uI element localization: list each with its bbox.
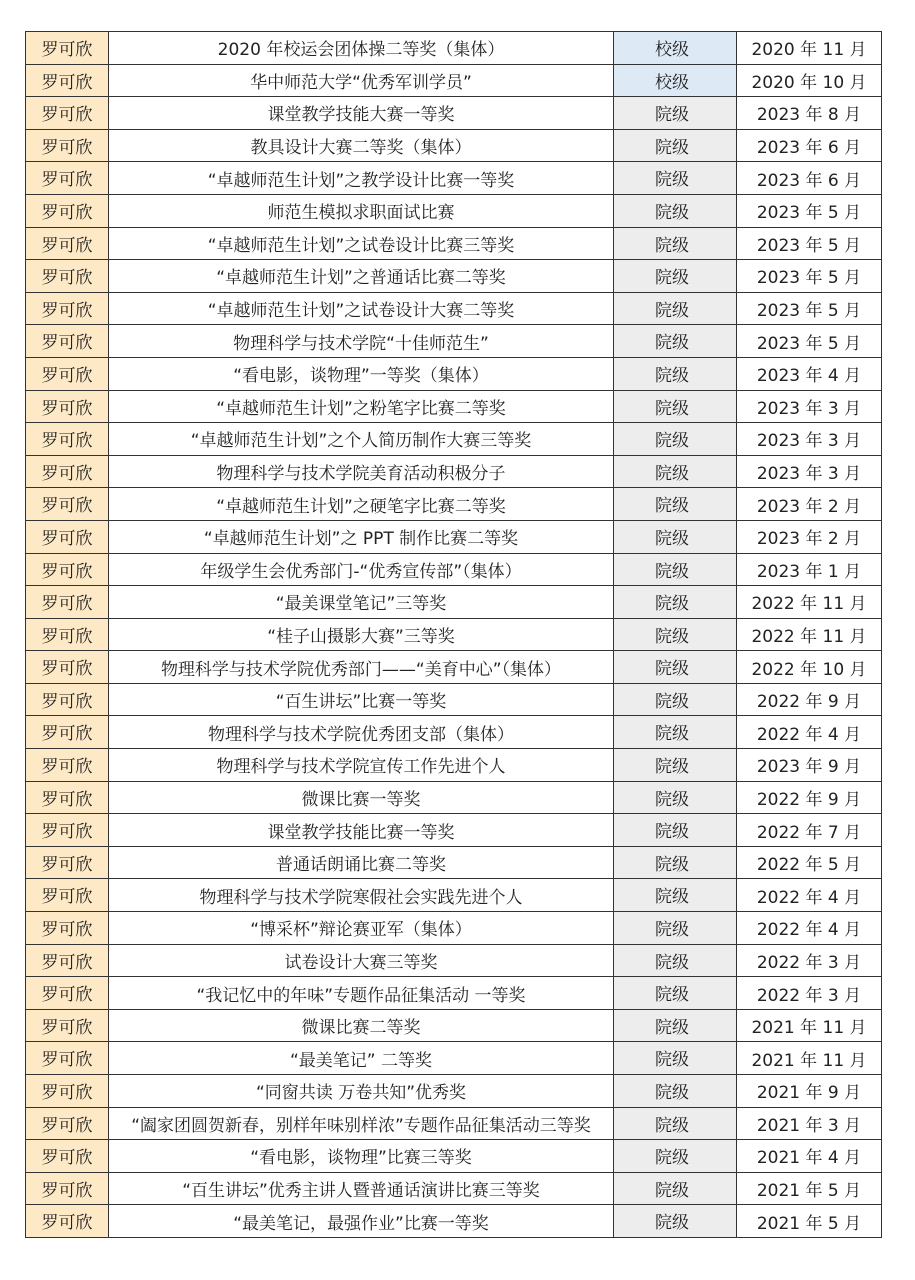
name-cell: 罗可欣	[26, 619, 109, 652]
date-cell: 2022 年 3 月	[737, 945, 882, 978]
award-cell: “百生讲坛”比赛一等奖	[109, 684, 614, 717]
award-cell: 2020 年校运会团体操二等奖（集体）	[109, 32, 614, 65]
date-cell: 2022 年 9 月	[737, 684, 882, 717]
date-cell: 2021 年 11 月	[737, 1042, 882, 1075]
awards-table	[25, 31, 882, 1238]
name-cell: 罗可欣	[26, 912, 109, 945]
table-row	[26, 684, 882, 717]
level-cell: 院级	[614, 97, 737, 130]
date-cell: 2020 年 11 月	[737, 32, 882, 65]
table-row	[26, 945, 882, 978]
date-cell: 2023 年 5 月	[737, 325, 882, 358]
level-cell: 院级	[614, 130, 737, 163]
table-row	[26, 814, 882, 847]
award-cell: 物理科学与技术学院寒假社会实践先进个人	[109, 879, 614, 912]
name-cell: 罗可欣	[26, 651, 109, 684]
name-cell: 罗可欣	[26, 1010, 109, 1043]
level-cell: 院级	[614, 1108, 737, 1141]
table-row	[26, 977, 882, 1010]
table-row	[26, 162, 882, 195]
date-cell: 2020 年 10 月	[737, 65, 882, 98]
table-row	[26, 749, 882, 782]
level-cell: 院级	[614, 716, 737, 749]
name-cell: 罗可欣	[26, 325, 109, 358]
name-cell: 罗可欣	[26, 1205, 109, 1238]
name-cell: 罗可欣	[26, 293, 109, 326]
table-row	[26, 97, 882, 130]
table-row	[26, 521, 882, 554]
level-cell: 院级	[614, 325, 737, 358]
award-cell: 物理科学与技术学院优秀部门——“美育中心”（集体）	[109, 651, 614, 684]
level-cell: 院级	[614, 488, 737, 521]
table-row	[26, 423, 882, 456]
name-cell: 罗可欣	[26, 847, 109, 880]
level-cell: 院级	[614, 521, 737, 554]
level-cell: 院级	[614, 586, 737, 619]
table-row	[26, 391, 882, 424]
award-cell: 普通话朗诵比赛二等奖	[109, 847, 614, 880]
level-cell: 院级	[614, 619, 737, 652]
name-cell: 罗可欣	[26, 1075, 109, 1108]
date-cell: 2023 年 5 月	[737, 293, 882, 326]
award-cell: “卓越师范生计划”之教学设计比赛一等奖	[109, 162, 614, 195]
level-cell: 院级	[614, 1010, 737, 1043]
award-cell: “桂子山摄影大赛”三等奖	[109, 619, 614, 652]
table-row	[26, 456, 882, 489]
name-cell: 罗可欣	[26, 945, 109, 978]
date-cell: 2023 年 2 月	[737, 488, 882, 521]
award-cell: 教具设计大赛二等奖（集体）	[109, 130, 614, 163]
level-cell: 院级	[614, 651, 737, 684]
date-cell: 2021 年 3 月	[737, 1108, 882, 1141]
level-cell: 院级	[614, 456, 737, 489]
date-cell: 2021 年 4 月	[737, 1140, 882, 1173]
name-cell: 罗可欣	[26, 1173, 109, 1206]
level-cell: 院级	[614, 1173, 737, 1206]
date-cell: 2022 年 4 月	[737, 912, 882, 945]
date-cell: 2023 年 8 月	[737, 97, 882, 130]
table-row	[26, 619, 882, 652]
date-cell: 2023 年 1 月	[737, 554, 882, 587]
date-cell: 2023 年 9 月	[737, 749, 882, 782]
date-cell: 2023 年 5 月	[737, 228, 882, 261]
name-cell: 罗可欣	[26, 195, 109, 228]
date-cell: 2022 年 4 月	[737, 716, 882, 749]
date-cell: 2023 年 4 月	[737, 358, 882, 391]
level-cell: 校级	[614, 65, 737, 98]
level-cell: 院级	[614, 1042, 737, 1075]
level-cell: 院级	[614, 879, 737, 912]
name-cell: 罗可欣	[26, 260, 109, 293]
award-cell: 物理科学与技术学院宣传工作先进个人	[109, 749, 614, 782]
name-cell: 罗可欣	[26, 228, 109, 261]
level-cell: 院级	[614, 1075, 737, 1108]
award-cell: 试卷设计大赛三等奖	[109, 945, 614, 978]
name-cell: 罗可欣	[26, 554, 109, 587]
award-cell: 微课比赛二等奖	[109, 1010, 614, 1043]
award-cell: “卓越师范生计划”之普通话比赛二等奖	[109, 260, 614, 293]
name-cell: 罗可欣	[26, 32, 109, 65]
award-cell: 师范生模拟求职面试比赛	[109, 195, 614, 228]
table-row	[26, 260, 882, 293]
date-cell: 2022 年 10 月	[737, 651, 882, 684]
date-cell: 2022 年 5 月	[737, 847, 882, 880]
award-cell: “博采杯”辩论赛亚军（集体）	[109, 912, 614, 945]
date-cell: 2023 年 6 月	[737, 162, 882, 195]
level-cell: 院级	[614, 977, 737, 1010]
name-cell: 罗可欣	[26, 130, 109, 163]
level-cell: 院级	[614, 1205, 737, 1238]
award-cell: “百生讲坛”优秀主讲人暨普通话演讲比赛三等奖	[109, 1173, 614, 1206]
table-row	[26, 325, 882, 358]
table-row	[26, 228, 882, 261]
name-cell: 罗可欣	[26, 782, 109, 815]
award-cell: 物理科学与技术学院优秀团支部（集体）	[109, 716, 614, 749]
date-cell: 2021 年 11 月	[737, 1010, 882, 1043]
table-row	[26, 65, 882, 98]
award-cell: “阖家团圆贺新春，别样年味别样浓”专题作品征集活动三等奖	[109, 1108, 614, 1141]
award-cell: “最美笔记” 二等奖	[109, 1042, 614, 1075]
name-cell: 罗可欣	[26, 358, 109, 391]
level-cell: 院级	[614, 195, 737, 228]
name-cell: 罗可欣	[26, 423, 109, 456]
name-cell: 罗可欣	[26, 488, 109, 521]
level-cell: 院级	[614, 423, 737, 456]
date-cell: 2022 年 7 月	[737, 814, 882, 847]
level-cell: 院级	[614, 162, 737, 195]
level-cell: 院级	[614, 228, 737, 261]
level-cell: 院级	[614, 293, 737, 326]
award-cell: “最美笔记，最强作业”比赛一等奖	[109, 1205, 614, 1238]
level-cell: 院级	[614, 782, 737, 815]
name-cell: 罗可欣	[26, 879, 109, 912]
date-cell: 2022 年 11 月	[737, 586, 882, 619]
name-cell: 罗可欣	[26, 977, 109, 1010]
date-cell: 2023 年 2 月	[737, 521, 882, 554]
table-row	[26, 1205, 882, 1238]
level-cell: 院级	[614, 912, 737, 945]
date-cell: 2022 年 11 月	[737, 619, 882, 652]
award-cell: “卓越师范生计划”之试卷设计比赛三等奖	[109, 228, 614, 261]
name-cell: 罗可欣	[26, 814, 109, 847]
name-cell: 罗可欣	[26, 521, 109, 554]
table-row	[26, 358, 882, 391]
name-cell: 罗可欣	[26, 162, 109, 195]
award-cell: “同窗共读 万卷共知”优秀奖	[109, 1075, 614, 1108]
level-cell: 院级	[614, 847, 737, 880]
date-cell: 2022 年 4 月	[737, 879, 882, 912]
table-row	[26, 1108, 882, 1141]
table-row	[26, 651, 882, 684]
table-row	[26, 879, 882, 912]
level-cell: 院级	[614, 1140, 737, 1173]
level-cell: 院级	[614, 391, 737, 424]
name-cell: 罗可欣	[26, 456, 109, 489]
table-row	[26, 1173, 882, 1206]
award-cell: “卓越师范生计划”之硬笔字比赛二等奖	[109, 488, 614, 521]
name-cell: 罗可欣	[26, 749, 109, 782]
name-cell: 罗可欣	[26, 1042, 109, 1075]
name-cell: 罗可欣	[26, 1140, 109, 1173]
table-row	[26, 130, 882, 163]
table-row	[26, 1075, 882, 1108]
table-row	[26, 32, 882, 65]
date-cell: 2022 年 3 月	[737, 977, 882, 1010]
award-cell: “卓越师范生计划”之试卷设计大赛二等奖	[109, 293, 614, 326]
award-cell: 华中师范大学“优秀军训学员”	[109, 65, 614, 98]
name-cell: 罗可欣	[26, 716, 109, 749]
award-cell: 微课比赛一等奖	[109, 782, 614, 815]
award-cell: “我记忆中的年味”专题作品征集活动 一等奖	[109, 977, 614, 1010]
table-row	[26, 847, 882, 880]
award-cell: 物理科学与技术学院“十佳师范生”	[109, 325, 614, 358]
date-cell: 2023 年 3 月	[737, 456, 882, 489]
table-row	[26, 1042, 882, 1075]
award-cell: “卓越师范生计划”之 PPT 制作比赛二等奖	[109, 521, 614, 554]
award-cell: “卓越师范生计划”之个人简历制作大赛三等奖	[109, 423, 614, 456]
table-row	[26, 586, 882, 619]
table-row	[26, 293, 882, 326]
award-cell: “看电影，谈物理”一等奖（集体）	[109, 358, 614, 391]
table-row	[26, 1140, 882, 1173]
level-cell: 校级	[614, 32, 737, 65]
name-cell: 罗可欣	[26, 65, 109, 98]
date-cell: 2023 年 5 月	[737, 195, 882, 228]
table-row	[26, 554, 882, 587]
level-cell: 院级	[614, 814, 737, 847]
award-cell: 物理科学与技术学院美育活动积极分子	[109, 456, 614, 489]
level-cell: 院级	[614, 945, 737, 978]
date-cell: 2022 年 9 月	[737, 782, 882, 815]
name-cell: 罗可欣	[26, 1108, 109, 1141]
name-cell: 罗可欣	[26, 97, 109, 130]
table-row	[26, 195, 882, 228]
award-cell: “看电影，谈物理”比赛三等奖	[109, 1140, 614, 1173]
level-cell: 院级	[614, 749, 737, 782]
date-cell: 2023 年 5 月	[737, 260, 882, 293]
date-cell: 2023 年 3 月	[737, 391, 882, 424]
level-cell: 院级	[614, 684, 737, 717]
date-cell: 2023 年 3 月	[737, 423, 882, 456]
table-row	[26, 912, 882, 945]
name-cell: 罗可欣	[26, 586, 109, 619]
date-cell: 2021 年 5 月	[737, 1173, 882, 1206]
table-row	[26, 782, 882, 815]
level-cell: 院级	[614, 554, 737, 587]
table-row	[26, 1010, 882, 1043]
award-cell: “卓越师范生计划”之粉笔字比赛二等奖	[109, 391, 614, 424]
name-cell: 罗可欣	[26, 391, 109, 424]
table-row	[26, 716, 882, 749]
date-cell: 2023 年 6 月	[737, 130, 882, 163]
award-cell: 课堂教学技能大赛一等奖	[109, 97, 614, 130]
award-cell: 课堂教学技能比赛一等奖	[109, 814, 614, 847]
level-cell: 院级	[614, 358, 737, 391]
award-cell: 年级学生会优秀部门-“优秀宣传部”（集体）	[109, 554, 614, 587]
table-row	[26, 488, 882, 521]
date-cell: 2021 年 5 月	[737, 1205, 882, 1238]
award-cell: “最美课堂笔记”三等奖	[109, 586, 614, 619]
name-cell: 罗可欣	[26, 684, 109, 717]
level-cell: 院级	[614, 260, 737, 293]
date-cell: 2021 年 9 月	[737, 1075, 882, 1108]
